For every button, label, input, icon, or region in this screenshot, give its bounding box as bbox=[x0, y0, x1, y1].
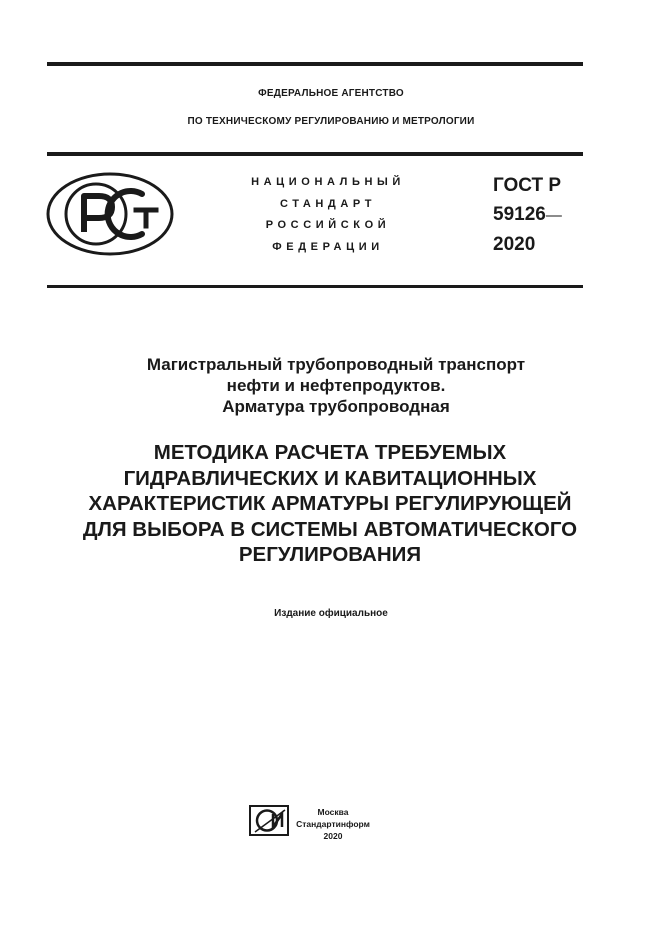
publisher-city: Москва bbox=[317, 807, 349, 817]
bottom-rule bbox=[47, 285, 583, 288]
agency-name-line2: ПО ТЕХНИЧЕСКОМУ РЕГУЛИРОВАНИЮ И МЕТРОЛОГИИ bbox=[187, 116, 475, 127]
gost-r-emblem-icon bbox=[46, 172, 174, 256]
national-standard-line2: СТАНДАРТ bbox=[279, 197, 377, 210]
designation-number: 59126 bbox=[493, 204, 546, 225]
national-standard-line3: РОССИЙСКОЙ bbox=[265, 219, 391, 231]
standartinform-logo-icon bbox=[249, 805, 289, 836]
national-standard-line1: НАЦИОНАЛЬНЫЙ bbox=[251, 176, 405, 188]
main-title-line1: МЕТОДИКА РАСЧЕТА ТРЕБУЕМЫХ bbox=[153, 441, 507, 464]
designation-prefix: ГОСТ Р bbox=[493, 175, 562, 196]
agency-name-line1: ФЕДЕРАЛЬНОЕ АГЕНТСТВО bbox=[258, 88, 404, 99]
middle-rule bbox=[47, 152, 583, 156]
standard-designation bbox=[493, 171, 562, 259]
designation-number-row bbox=[493, 200, 562, 230]
edition-label: Издание официальное bbox=[274, 608, 388, 619]
publisher-info bbox=[293, 806, 373, 842]
subtitle-line3: Арматура трубопроводная bbox=[222, 397, 450, 416]
top-rule bbox=[47, 62, 583, 66]
designation-year: 2020 bbox=[493, 234, 536, 255]
publisher-year: 2020 bbox=[323, 831, 343, 841]
national-standard-line4: ФЕДЕРАЦИИ bbox=[272, 240, 384, 253]
main-title-line4: ДЛЯ ВЫБОРА В СИСТЕМЫ АВТОМАТИЧЕСКОГО bbox=[82, 517, 578, 541]
subtitle-line2: нефти и нефтепродуктов. bbox=[226, 376, 446, 395]
document-main-title bbox=[30, 440, 630, 568]
main-title-line3: ХАРАКТЕРИСТИК АРМАТУРЫ РЕГУЛИРУЮЩЕЙ bbox=[88, 492, 572, 515]
main-title-line5: РЕГУЛИРОВАНИЯ bbox=[238, 543, 422, 566]
document-subtitle bbox=[47, 354, 625, 417]
main-title-line2: ГИДРАВЛИЧЕСКИХ И КАВИТАЦИОННЫХ bbox=[123, 466, 537, 490]
publisher-name: Стандартинформ bbox=[296, 819, 370, 829]
designation-dash: — bbox=[545, 207, 562, 224]
national-standard-label bbox=[238, 172, 418, 258]
subtitle-line1: Магистральный трубопроводный транспорт bbox=[146, 355, 526, 374]
